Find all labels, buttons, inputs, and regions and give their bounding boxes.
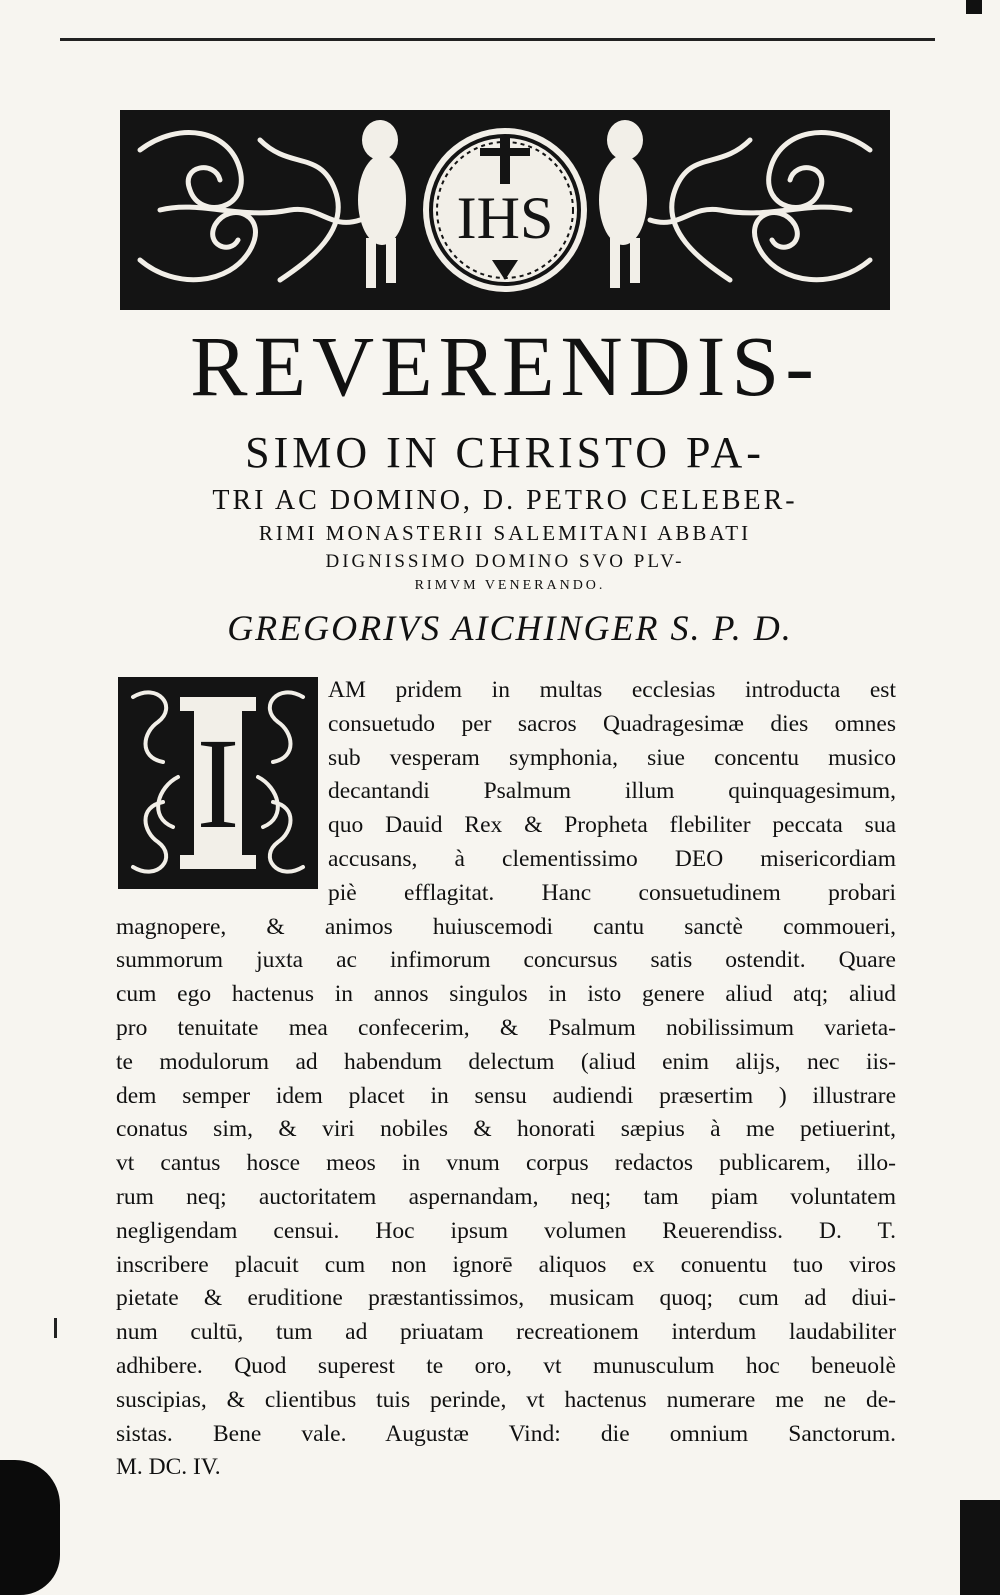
dedication-title: REVERENDIS- — [190, 318, 820, 414]
letter-line: decantandi Psalmum illum quinquagesimum, — [328, 778, 896, 805]
letter-line: summorum juxta ac infimorum concursus satis ostendit. Quare — [116, 947, 896, 974]
letter-line: dem semper idem placet in sensu audiendi præsertim ) illustrare — [116, 1082, 896, 1109]
page-edge-stain — [0, 1460, 60, 1595]
letter-date: M. DC. IV. — [116, 1454, 221, 1481]
letter-line: AM pridem in multas ecclesias introducta est — [328, 677, 896, 703]
page-edge-mark — [966, 0, 982, 14]
top-rule — [60, 38, 935, 41]
letter-line: negligendam censui. Hoc ipsum volumen Reuerendiss. D. T. — [116, 1217, 896, 1244]
letter-line: inscribere placuit cum non ignorē aliquos ex conuentu tuo viros — [116, 1251, 896, 1278]
letter-line: sistas. Bene vale. Augustæ Vind: die omnium Sanctorum. — [116, 1420, 896, 1447]
letter-body — [116, 674, 896, 1485]
letter-line: cum ego hactenus in annos singulos in isto genere aliud atq; aliud — [116, 981, 896, 1008]
letter-line: suscipias, & clientibus tuis perinde, vt hactenus numerare me ne de- — [116, 1386, 896, 1413]
letter-line: pro tenuitate mea confecerim, & Psalmum nobilissimum varieta- — [116, 1014, 896, 1041]
dedication-line-2: TRI AC DOMINO, D. PETRO CELEBER- — [212, 485, 798, 516]
letter-line: sub vesperam symphonia, siue concentu musico — [328, 744, 896, 771]
letter-line: accusans, à clementissimo DEO misericordiam — [328, 845, 896, 872]
letter-line: te modulorum ad habendum delectum (aliud enim alijs, nec iis- — [116, 1048, 896, 1075]
ihs-monogram: IHS — [456, 185, 554, 251]
letter-line: pietate & eruditione præstantissimos, musicam quoq; cum ad diui- — [116, 1285, 896, 1312]
dedication-line-3: RIMI MONASTERII SALEMITANI ABBATI — [258, 521, 752, 545]
page-edge-shadow — [960, 1500, 1000, 1595]
dedication-line-1: SIMO IN CHRISTO PA- — [245, 428, 765, 477]
letter-line: piè efflagitat. Hanc consuetudinem probari — [328, 879, 896, 906]
letter-line: num cultū, tum ad priuatam recreationem interdum laudabiliter — [116, 1319, 896, 1346]
dedication-line-5: RIMVM VENERANDO. — [414, 578, 606, 593]
letter-line: magnopere, & animos huiuscemodi cantu sanctè commoueri, — [116, 913, 896, 940]
letter-line: conatus sim, & viri nobiles & honorati sæpius à me petiuerint, — [116, 1116, 896, 1143]
margin-mark — [54, 1318, 57, 1338]
ihs-ornament-headpiece — [120, 110, 890, 310]
letter-line: quo Dauid Rex & Propheta flebiliter peccata sua — [328, 812, 896, 839]
letter-line: adhibere. Quod superest te oro, vt munusculum hoc beneuolè — [116, 1352, 896, 1379]
letter-line: rum neq; auctoritatem aspernandam, neq; tam piam voluntatem — [116, 1183, 896, 1210]
dedication-line-4: DIGNISSIMO DOMINO SVO PLV- — [325, 551, 685, 572]
letter-line: vt cantus hosce meos in vnum corpus redactos publicarem, illo- — [116, 1150, 896, 1177]
initial-letter: I — [196, 712, 240, 856]
letter-line: consuetudo per sacros Quadragesimæ dies omnes — [328, 710, 896, 737]
author-salutation: GREGORIVS AICHINGER S. P. D. — [227, 608, 793, 648]
